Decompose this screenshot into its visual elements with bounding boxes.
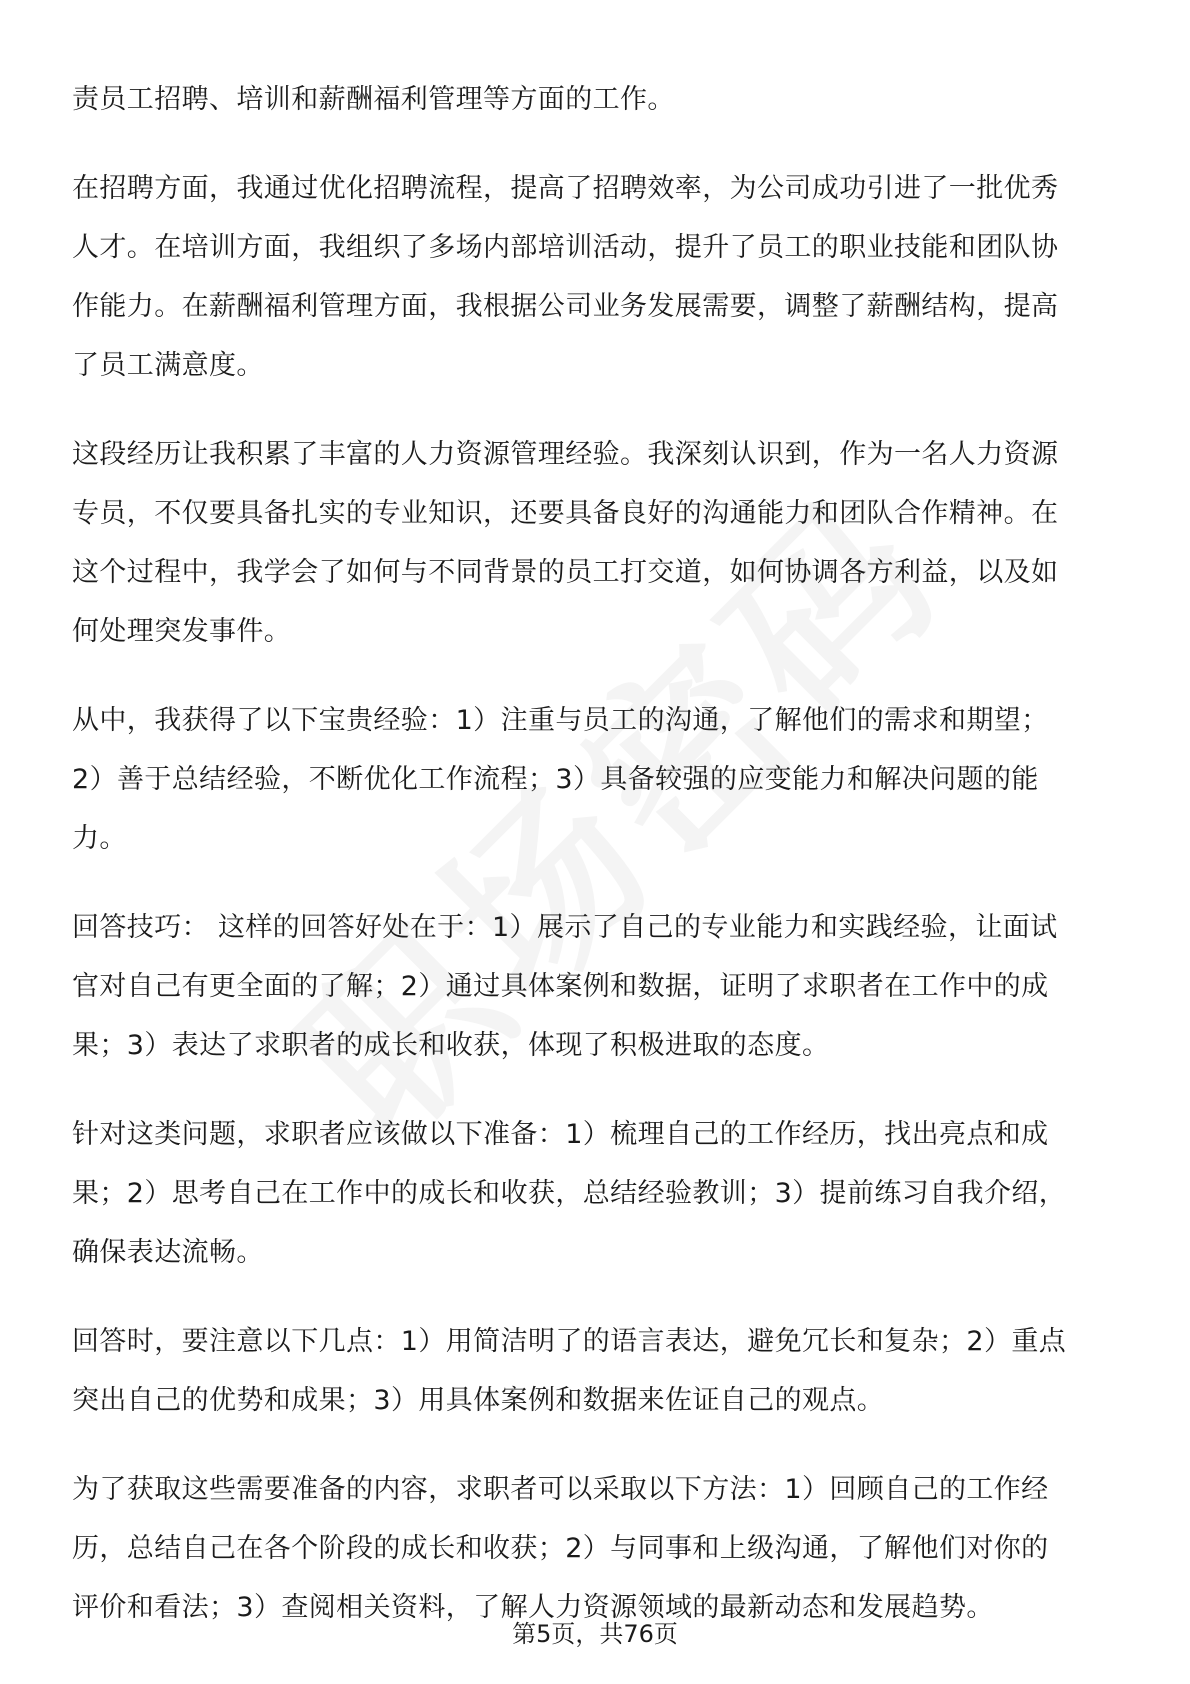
text-line: 果；3）表达了求职者的成长和收获，体现了积极进取的态度。 [72, 1030, 830, 1061]
text-line: 责员工招聘、培训和薪酬福利管理等方面的工作。 [72, 84, 675, 115]
text-line: 人才。在培训方面，我组织了多场内部培训活动，提升了员工的职业技能和团队协 [72, 232, 1059, 263]
paragraph-3 [72, 425, 1122, 661]
text-line: 评价和看法；3）查阅相关资料，了解人力资源领域的最新动态和发展趋势。 [72, 1592, 994, 1623]
paragraph-7 [72, 1312, 1122, 1430]
paragraph-4 [72, 691, 1122, 868]
text-line: 回答时，要注意以下几点：1）用简洁明了的语言表达，避免冗长和复杂；2）重点 [72, 1326, 1067, 1357]
text-line: 作能力。在薪酬福利管理方面，我根据公司业务发展需要，调整了薪酬结构，提高 [72, 291, 1059, 322]
text-line: 为了获取这些需要准备的内容，求职者可以采取以下方法：1）回顾自己的工作经 [72, 1474, 1049, 1505]
text-line: 回答技巧： 这样的回答好处在于：1）展示了自己的专业能力和实践经验，让面试 [72, 912, 1058, 943]
text-line: 了员工满意度。 [72, 350, 264, 381]
page-number: 第5页，共76页 [512, 1620, 678, 1648]
text-line: 针对这类问题，求职者应该做以下准备：1）梳理自己的工作经历，找出亮点和成 [72, 1119, 1049, 1150]
text-line: 力。 [72, 823, 127, 854]
text-line: 从中，我获得了以下宝贵经验：1）注重与员工的沟通，了解他们的需求和期望； [72, 705, 1049, 736]
text-line: 何处理突发事件。 [72, 616, 292, 647]
text-line: 这个过程中，我学会了如何与不同背景的员工打交道，如何协调各方利益，以及如 [72, 557, 1059, 588]
paragraph-6 [72, 1105, 1122, 1282]
paragraph-2 [72, 159, 1122, 395]
text-line: 历，总结自己在各个阶段的成长和收获；2）与同事和上级沟通，了解他们对你的 [72, 1533, 1049, 1564]
document-body [72, 70, 1122, 1667]
text-line: 果；2）思考自己在工作中的成长和收获，总结经验教训；3）提前练习自我介绍， [72, 1178, 1067, 1209]
text-line: 确保表达流畅。 [72, 1237, 264, 1268]
text-line: 专员，不仅要具备扎实的专业知识，还要具备良好的沟通能力和团队合作精神。在 [72, 498, 1059, 529]
paragraph-8 [72, 1460, 1122, 1637]
text-line: 官对自己有更全面的了解；2）通过具体案例和数据，证明了求职者在工作中的成 [72, 971, 1049, 1002]
text-line: 突出自己的优势和成果；3）用具体案例和数据来佐证自己的观点。 [72, 1385, 885, 1416]
paragraph-1 [72, 70, 1122, 129]
paragraph-5 [72, 898, 1122, 1075]
text-line: 这段经历让我积累了丰富的人力资源管理经验。我深刻认识到，作为一名人力资源 [72, 439, 1059, 470]
text-line: 2）善于总结经验，不断优化工作流程；3）具备较强的应变能力和解决问题的能 [72, 764, 1039, 795]
text-line: 在招聘方面，我通过优化招聘流程，提高了招聘效率，为公司成功引进了一批优秀 [72, 173, 1059, 204]
